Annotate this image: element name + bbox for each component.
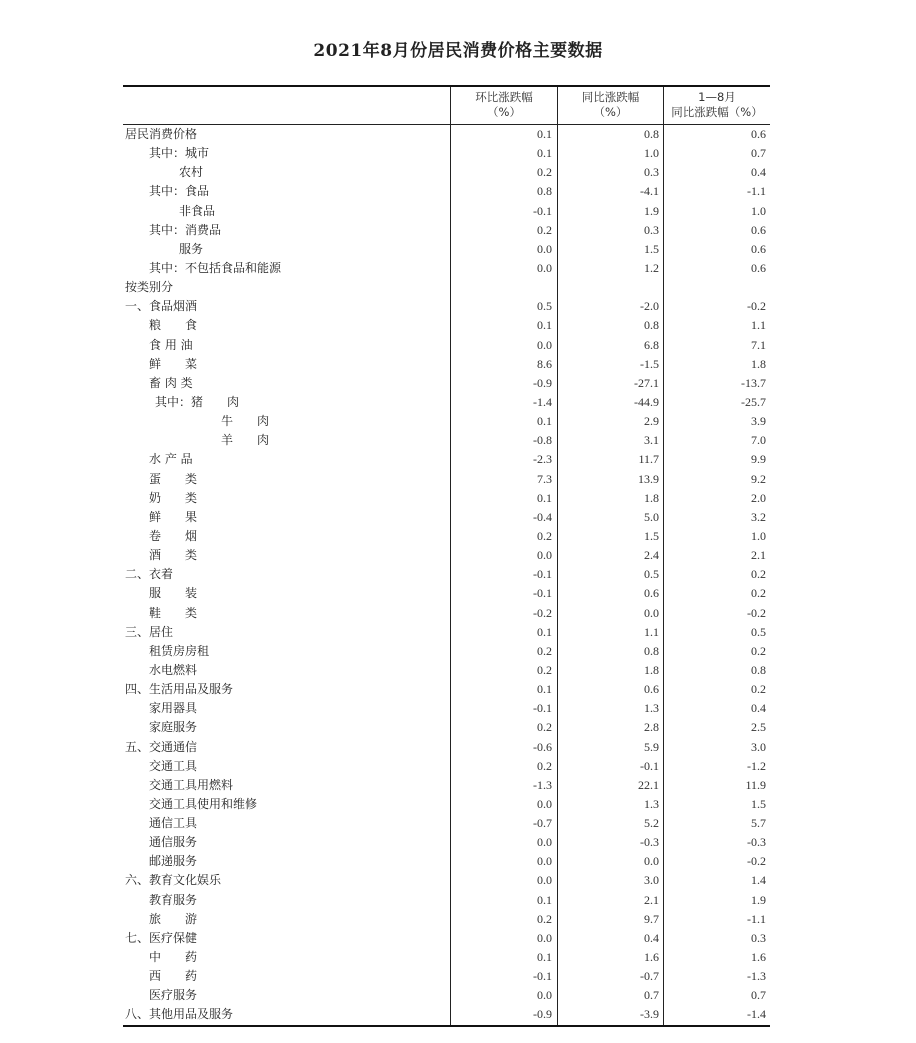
value-ytd: -25.7 xyxy=(741,394,766,409)
table-row xyxy=(123,871,770,890)
row-label: 卷 烟 xyxy=(149,528,198,543)
row-label: 水电燃料 xyxy=(149,662,198,677)
value-mom: -0.4 xyxy=(533,509,552,524)
row-label: 租赁房房租 xyxy=(149,643,210,658)
row-label: 粮 食 xyxy=(149,318,198,333)
value-mom: 0.0 xyxy=(537,260,552,275)
row-label: 八、其他用品及服务 xyxy=(125,1007,234,1022)
value-ytd: 1.5 xyxy=(751,796,766,811)
value-ytd: 9.2 xyxy=(751,471,766,486)
table-row xyxy=(123,604,770,623)
value-mom: 0.1 xyxy=(537,892,552,907)
value-yoy: 0.5 xyxy=(644,567,659,582)
row-label: 医疗服务 xyxy=(149,988,198,1003)
row-label: 通信工具 xyxy=(149,816,198,831)
row-label: 水 产 品 xyxy=(149,452,193,467)
value-ytd: 1.1 xyxy=(751,318,766,333)
value-ytd: -0.2 xyxy=(747,299,766,314)
table-row xyxy=(123,144,770,163)
row-label: 七、医疗保健 xyxy=(125,930,198,945)
value-yoy: 13.9 xyxy=(638,471,659,486)
value-mom: 0.2 xyxy=(537,662,552,677)
table-row xyxy=(123,336,770,355)
value-mom: 0.2 xyxy=(537,165,552,180)
row-label: 农村 xyxy=(179,165,204,180)
table-row xyxy=(123,642,770,661)
value-mom: -0.1 xyxy=(533,701,552,716)
value-yoy: 0.3 xyxy=(644,165,659,180)
value-yoy: 1.2 xyxy=(644,260,659,275)
row-label: 其中：猪 肉 xyxy=(155,394,240,409)
row-label: 食 用 油 xyxy=(149,337,193,352)
row-label: 交通工具 xyxy=(149,758,198,773)
value-ytd: 0.6 xyxy=(751,127,766,141)
value-ytd: 2.1 xyxy=(751,548,766,563)
row-label: 家庭服务 xyxy=(149,720,198,735)
value-yoy xyxy=(557,278,659,297)
table-row xyxy=(123,795,770,814)
table-row xyxy=(123,967,770,986)
row-label: 非食品 xyxy=(179,203,216,218)
value-ytd xyxy=(663,278,766,297)
value-yoy: 9.7 xyxy=(644,911,659,926)
value-mom: -0.1 xyxy=(533,567,552,582)
table-row xyxy=(123,852,770,871)
row-label: 通信服务 xyxy=(149,835,198,850)
value-ytd: 0.7 xyxy=(751,988,766,1003)
value-ytd: 9.9 xyxy=(751,452,766,467)
value-yoy: 1.9 xyxy=(644,203,659,218)
table-row xyxy=(123,661,770,680)
row-label: 三、居住 xyxy=(125,624,174,639)
table-row xyxy=(123,565,770,584)
value-ytd: 5.7 xyxy=(751,816,766,831)
table-row xyxy=(123,1005,770,1024)
value-mom: 0.1 xyxy=(537,414,552,429)
row-label: 一、食品烟酒 xyxy=(125,299,198,314)
value-ytd: 0.2 xyxy=(751,682,766,697)
row-label: 教育服务 xyxy=(149,892,198,907)
value-ytd: -13.7 xyxy=(741,375,766,390)
row-label: 按类别分 xyxy=(125,280,174,295)
table-row xyxy=(123,374,770,393)
table-row xyxy=(123,393,770,412)
value-mom: -1.3 xyxy=(533,777,552,792)
table-row xyxy=(123,584,770,603)
value-yoy: 3.1 xyxy=(644,433,659,448)
row-label: 四、生活用品及服务 xyxy=(125,682,234,697)
table-row xyxy=(123,986,770,1005)
row-label: 羊 肉 xyxy=(221,433,270,448)
table-row xyxy=(123,240,770,259)
row-label: 西 药 xyxy=(149,969,198,984)
row-label: 其中：城市 xyxy=(149,146,210,161)
value-yoy: 1.8 xyxy=(644,490,659,505)
value-ytd: -0.3 xyxy=(747,835,766,850)
table-row xyxy=(123,163,770,182)
value-mom: 0.0 xyxy=(537,548,552,563)
row-label: 服务 xyxy=(179,241,204,256)
value-ytd: 0.8 xyxy=(751,662,766,677)
table-row xyxy=(123,929,770,948)
value-yoy: 2.9 xyxy=(644,414,659,429)
value-yoy: 5.0 xyxy=(644,509,659,524)
value-mom: 0.1 xyxy=(537,318,552,333)
row-label: 邮递服务 xyxy=(149,854,198,869)
row-label: 奶 类 xyxy=(149,490,198,505)
row-label: 家用器具 xyxy=(149,701,198,716)
header-mom xyxy=(451,87,557,124)
row-label: 交通工具使用和维修 xyxy=(149,796,258,811)
value-mom: 0.1 xyxy=(537,682,552,697)
value-mom: -0.6 xyxy=(533,739,552,754)
value-yoy: 1.3 xyxy=(644,796,659,811)
header-yoy-line2: （%） xyxy=(593,105,628,119)
table-row xyxy=(123,259,770,278)
value-ytd: 1.9 xyxy=(751,892,766,907)
value-mom: -0.1 xyxy=(533,969,552,984)
row-label: 二、衣着 xyxy=(125,567,174,582)
table-row xyxy=(123,489,770,508)
value-ytd: 0.2 xyxy=(751,586,766,601)
value-ytd: -1.1 xyxy=(747,184,766,199)
table-row xyxy=(123,833,770,852)
value-yoy: -27.1 xyxy=(634,375,659,390)
value-mom: 0.0 xyxy=(537,241,552,256)
table-row xyxy=(123,202,770,221)
header-ytd-line1: 1—8月 xyxy=(698,90,736,104)
value-mom: 8.6 xyxy=(537,356,552,371)
value-yoy: 0.7 xyxy=(644,988,659,1003)
value-mom: 0.0 xyxy=(537,835,552,850)
value-mom: -0.9 xyxy=(533,375,552,390)
value-mom: 0.0 xyxy=(537,796,552,811)
value-yoy: 0.0 xyxy=(644,605,659,620)
value-ytd: 7.0 xyxy=(751,433,766,448)
table-row xyxy=(123,431,770,450)
value-yoy: -0.3 xyxy=(640,835,659,850)
table-row xyxy=(123,776,770,795)
value-yoy: 0.8 xyxy=(644,643,659,658)
value-yoy: 0.8 xyxy=(644,318,659,333)
header-yoy-line1: 同比涨跌幅 xyxy=(581,90,640,104)
value-yoy: 1.5 xyxy=(644,528,659,543)
value-yoy: -3.9 xyxy=(640,1007,659,1022)
value-mom: 0.2 xyxy=(537,720,552,735)
value-yoy: 6.8 xyxy=(644,337,659,352)
header-mom-line2: （%） xyxy=(487,105,521,119)
value-yoy: 1.6 xyxy=(644,950,659,965)
value-mom: -0.8 xyxy=(533,433,552,448)
value-mom: 0.2 xyxy=(537,528,552,543)
value-mom: 0.2 xyxy=(537,911,552,926)
row-label: 鲜 菜 xyxy=(149,356,198,371)
row-label: 鲜 果 xyxy=(149,509,198,524)
value-yoy: 3.0 xyxy=(644,873,659,888)
table-row xyxy=(123,527,770,546)
value-ytd: 0.4 xyxy=(751,165,766,180)
value-ytd: 0.2 xyxy=(751,567,766,582)
value-yoy: 1.3 xyxy=(644,701,659,716)
value-yoy: -2.0 xyxy=(640,299,659,314)
row-label: 旅 游 xyxy=(149,911,198,926)
table-row xyxy=(123,910,770,929)
row-label: 六、教育文化娱乐 xyxy=(125,873,222,888)
value-mom: 0.1 xyxy=(537,490,552,505)
value-yoy: 0.3 xyxy=(644,222,659,237)
value-mom: -1.4 xyxy=(533,394,552,409)
value-mom: 0.2 xyxy=(537,222,552,237)
table-row xyxy=(123,757,770,776)
table-row xyxy=(123,699,770,718)
value-ytd: 1.6 xyxy=(751,950,766,965)
value-mom: -0.1 xyxy=(533,586,552,601)
row-label: 交通工具用燃料 xyxy=(149,777,234,792)
value-mom: 0.2 xyxy=(537,758,552,773)
table-row xyxy=(123,278,770,297)
value-yoy: 2.8 xyxy=(644,720,659,735)
value-yoy: 0.6 xyxy=(644,586,659,601)
value-yoy: -1.5 xyxy=(640,356,659,371)
table-row xyxy=(123,470,770,489)
value-mom: 0.1 xyxy=(537,127,552,141)
table-header xyxy=(123,87,770,125)
row-label: 服 装 xyxy=(149,586,198,601)
table-row xyxy=(123,738,770,757)
value-mom: 0.0 xyxy=(537,873,552,888)
value-yoy: 5.9 xyxy=(644,739,659,754)
value-ytd: -1.4 xyxy=(747,1007,766,1022)
value-ytd: 7.1 xyxy=(751,337,766,352)
value-ytd: 11.9 xyxy=(745,777,766,792)
value-ytd: 1.4 xyxy=(751,873,766,888)
value-ytd: 2.5 xyxy=(751,720,766,735)
value-ytd: 1.8 xyxy=(751,356,766,371)
value-mom: 0.1 xyxy=(537,624,552,639)
value-yoy: 2.1 xyxy=(644,892,659,907)
value-yoy: 0.4 xyxy=(644,930,659,945)
value-ytd: 2.0 xyxy=(751,490,766,505)
table-row xyxy=(123,623,770,642)
table-row xyxy=(123,316,770,335)
row-label: 中 药 xyxy=(149,950,198,965)
row-label: 其中：消费品 xyxy=(149,222,222,237)
row-label: 蛋 类 xyxy=(149,471,198,486)
table-row xyxy=(123,182,770,201)
value-yoy: 1.1 xyxy=(644,624,659,639)
value-yoy: 1.5 xyxy=(644,241,659,256)
value-ytd: 3.2 xyxy=(751,509,766,524)
value-ytd: 0.6 xyxy=(751,222,766,237)
value-ytd: -1.2 xyxy=(747,758,766,773)
cpi-table xyxy=(123,85,770,1027)
value-mom: 0.0 xyxy=(537,988,552,1003)
value-ytd: 1.0 xyxy=(751,528,766,543)
value-yoy: 22.1 xyxy=(638,777,659,792)
header-ytd-line2: 同比涨跌幅（%） xyxy=(671,105,763,119)
value-mom: 0.0 xyxy=(537,854,552,869)
table-row xyxy=(123,221,770,240)
value-mom xyxy=(450,278,552,297)
table-row xyxy=(123,680,770,699)
value-ytd: 3.9 xyxy=(751,414,766,429)
value-mom: 0.2 xyxy=(537,643,552,658)
table-row xyxy=(123,891,770,910)
value-mom: 0.5 xyxy=(537,299,552,314)
row-label: 酒 类 xyxy=(149,548,198,563)
value-mom: 0.1 xyxy=(537,146,552,161)
table-row xyxy=(123,546,770,565)
value-ytd: -1.1 xyxy=(747,911,766,926)
value-mom: -0.7 xyxy=(533,816,552,831)
header-ytd xyxy=(664,87,770,124)
header-yoy xyxy=(558,87,663,124)
value-mom: 0.8 xyxy=(537,184,552,199)
value-ytd: 0.3 xyxy=(751,930,766,945)
value-ytd: 0.6 xyxy=(751,260,766,275)
table-row xyxy=(123,508,770,527)
value-yoy: -4.1 xyxy=(640,184,659,199)
value-mom: 0.0 xyxy=(537,337,552,352)
row-label: 其中：食品 xyxy=(149,184,210,199)
value-yoy: -0.7 xyxy=(640,969,659,984)
value-yoy: 0.6 xyxy=(644,682,659,697)
table-body xyxy=(123,125,770,1025)
row-label: 畜 肉 类 xyxy=(149,375,193,390)
page-title: 2021年8月份居民消费价格主要数据 xyxy=(313,41,603,61)
header-mom-line1: 环比涨跌幅 xyxy=(475,90,533,104)
table-row xyxy=(123,125,770,144)
table-row xyxy=(123,450,770,469)
value-ytd: 0.7 xyxy=(751,146,766,161)
value-ytd: 1.0 xyxy=(751,203,766,218)
value-mom: -0.9 xyxy=(533,1007,552,1022)
value-ytd: -0.2 xyxy=(747,854,766,869)
value-yoy: -44.9 xyxy=(634,394,659,409)
value-yoy: 11.7 xyxy=(638,452,659,467)
value-mom: 0.0 xyxy=(537,930,552,945)
row-label: 其中：不包括食品和能源 xyxy=(149,260,282,275)
table-row xyxy=(123,355,770,374)
value-ytd: 0.2 xyxy=(751,643,766,658)
table-row xyxy=(123,814,770,833)
value-mom: -2.3 xyxy=(533,452,552,467)
table-row xyxy=(123,948,770,967)
value-ytd: -1.3 xyxy=(747,969,766,984)
value-ytd: 0.6 xyxy=(751,241,766,256)
value-yoy: 0.8 xyxy=(644,127,659,141)
row-label: 鞋 类 xyxy=(149,605,198,620)
value-yoy: 0.0 xyxy=(644,854,659,869)
table-row xyxy=(123,297,770,316)
value-yoy: 2.4 xyxy=(644,548,659,563)
value-mom: 7.3 xyxy=(537,471,552,486)
value-ytd: 0.5 xyxy=(751,624,766,639)
value-mom: 0.1 xyxy=(537,950,552,965)
value-yoy: 5.2 xyxy=(644,816,659,831)
value-ytd: 3.0 xyxy=(751,739,766,754)
row-label: 居民消费价格 xyxy=(125,127,198,141)
value-yoy: -0.1 xyxy=(640,758,659,773)
value-ytd: -0.2 xyxy=(747,605,766,620)
value-yoy: 1.0 xyxy=(644,146,659,161)
row-label: 五、交通通信 xyxy=(125,739,198,754)
value-yoy: 1.8 xyxy=(644,662,659,677)
table-row xyxy=(123,412,770,431)
table-row xyxy=(123,718,770,737)
value-ytd: 0.4 xyxy=(751,701,766,716)
value-mom: -0.1 xyxy=(533,203,552,218)
value-mom: -0.2 xyxy=(533,605,552,620)
row-label: 牛 肉 xyxy=(221,414,270,429)
